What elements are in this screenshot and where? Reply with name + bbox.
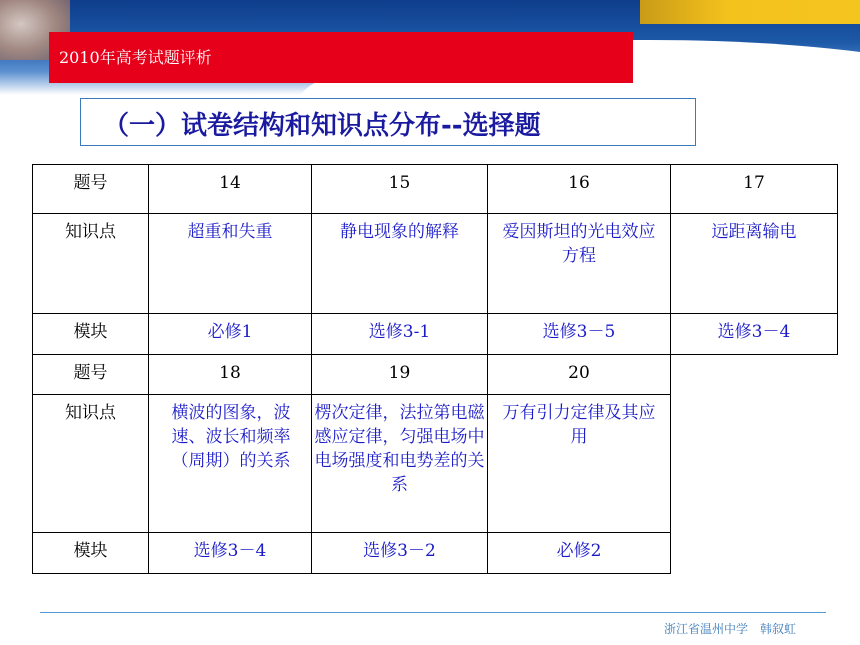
q16-number: 16 xyxy=(487,164,671,214)
label-number: 题号 xyxy=(32,164,149,214)
q15-knowledge: 静电现象的解释 xyxy=(311,213,488,314)
label-number-2: 题号 xyxy=(32,354,149,395)
label-module-2: 模块 xyxy=(32,532,149,574)
q18-number: 18 xyxy=(148,354,312,395)
q16-module: 选修3－5 xyxy=(487,313,671,355)
q18-knowledge: 横波的图象，波速、波长和频率（周期）的关系 xyxy=(148,394,312,533)
q14-knowledge: 超重和失重 xyxy=(148,213,312,314)
q20-knowledge: 万有引力定律及其应用 xyxy=(487,394,671,533)
slide-title: （一）试卷结构和知识点分布--选择题 xyxy=(103,111,541,141)
label-knowledge: 知识点 xyxy=(32,213,149,314)
label-module: 模块 xyxy=(32,313,149,355)
footer-divider xyxy=(40,612,826,613)
slide-title-box xyxy=(80,98,696,146)
q17-knowledge: 远距离输电 xyxy=(670,213,838,314)
label-knowledge-2: 知识点 xyxy=(32,394,149,533)
q19-number: 19 xyxy=(311,354,488,395)
q17-number: 17 xyxy=(670,164,838,214)
q15-module: 选修3-1 xyxy=(311,313,488,355)
q14-module: 必修1 xyxy=(148,313,312,355)
footer-author: 浙江省温州中学 韩叙虹 xyxy=(664,622,797,636)
q16-knowledge: 爱因斯坦的光电效应方程 xyxy=(487,213,671,314)
q14-number: 14 xyxy=(148,164,312,214)
q19-knowledge: 楞次定律，法拉第电磁感应定律，匀强电场中电场强度和电势差的关系 xyxy=(311,394,488,533)
q19-module: 选修3－2 xyxy=(311,532,488,574)
q20-module: 必修2 xyxy=(487,532,671,574)
q17-module: 选修3－4 xyxy=(670,313,838,355)
section-tag: 2010年高考试题评析 xyxy=(49,32,633,83)
q18-module: 选修3－4 xyxy=(148,532,312,574)
q20-number: 20 xyxy=(487,354,671,395)
banner-gold-stripe xyxy=(640,0,860,24)
q15-number: 15 xyxy=(311,164,488,214)
